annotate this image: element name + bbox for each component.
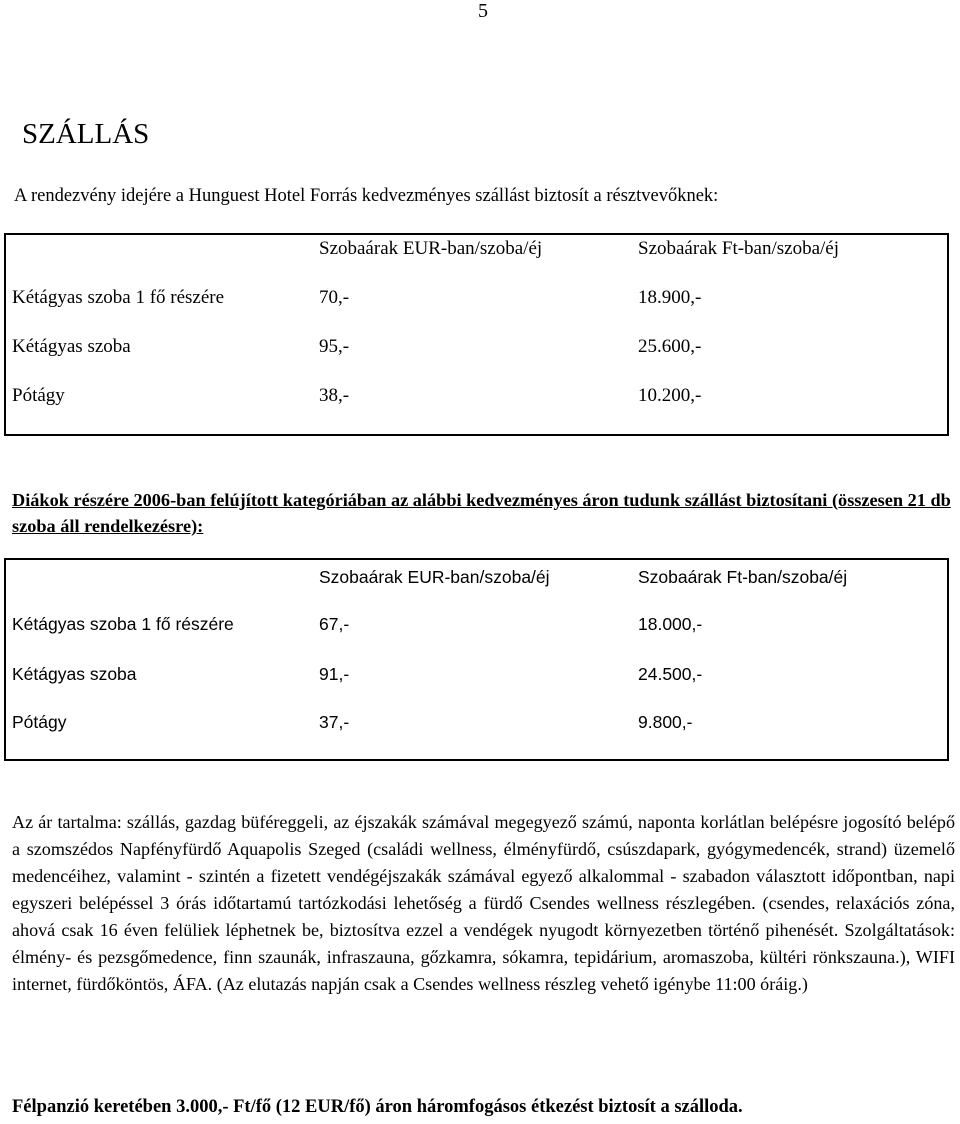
table-cell-eur: 95,- bbox=[319, 336, 350, 357]
table-cell-eur: 70,- bbox=[319, 287, 350, 308]
table-cell-eur: 38,- bbox=[319, 385, 350, 406]
table-row-label: Kétágyas szoba 1 fő részére bbox=[12, 287, 225, 308]
table-cell-eur: 91,- bbox=[319, 664, 350, 684]
students-note bbox=[12, 487, 952, 539]
table-header-ft: Szobaárak Ft-ban/szoba/éj bbox=[638, 238, 840, 259]
page-number: 5 bbox=[478, 0, 488, 22]
table-cell-ft: 10.200,- bbox=[638, 385, 702, 406]
table-header-eur: Szobaárak EUR-ban/szoba/éj bbox=[319, 238, 543, 259]
price-includes-paragraph: Az ár tartalma: szállás, gazdag büféreggeli, az éjszakák számával megegyező számú, naponta korlátlan belépésre jogosító belépő a szomszédos Napfényfürdő Aquapolis Szeged (családi wellness, élményfürdő, csúszdapark, gyógymedencék, strand) üzemelő medencéihez, valamint - szintén a fizetett vendégéjszakák számával egyező alkalommal - szabadon választott időpontban, napi egyszeri belépéssel 3 órás időtartamú tartózkodási lehetőség a fürdő Csendes wellness részlegében. (csendes, relaxációs zóna, ahová csak 16 éven felüliek léphetnek be, biztosítva ezzel a vendégek nyugodt környezetben történő pihenését. Szolgáltatások: élmény- és pezsgőmedence, finn szaunák, infraszauna, gőzkamra, sókamra, tepidárium, aromaszoba, kültéri rönkszauna.), WIFI internet, fürdőköntös, ÁFA. (Az elutazás napján csak a Csendes wellness részleg vehető igénybe 11:00 óráig.) bbox=[12, 812, 955, 994]
table-cell-ft: 25.600,- bbox=[638, 336, 702, 357]
table-row-label: Pótágy bbox=[12, 385, 65, 406]
table-cell-ft: 24.500,- bbox=[638, 664, 703, 684]
table-cell-ft: 18.000,- bbox=[638, 614, 703, 634]
table-row-label: Kétágyas szoba 1 fő részére bbox=[12, 614, 234, 634]
price-table-standard bbox=[4, 233, 949, 436]
table-header-eur: Szobaárak EUR-ban/szoba/éj bbox=[319, 567, 550, 587]
half-board-note: Félpanzió keretében 3.000,- Ft/fő (12 EUR/fő) áron háromfogásos étkezést biztosít a szálloda. bbox=[12, 1097, 743, 1117]
table-row-label: Kétágyas szoba bbox=[12, 336, 131, 357]
price-table-students bbox=[4, 558, 949, 761]
table-cell-ft: 18.900,- bbox=[638, 287, 702, 308]
table-cell-ft: 9.800,- bbox=[638, 712, 693, 732]
table-row-label: Pótágy bbox=[12, 712, 67, 732]
table-cell-eur: 67,- bbox=[319, 614, 350, 634]
table-cell-eur: 37,- bbox=[319, 712, 350, 732]
intro-text: A rendezvény idejére a Hunguest Hotel Forrás kedvezményes szállást biztosít a résztvevőknek: bbox=[14, 186, 719, 206]
table-row-label: Kétágyas szoba bbox=[12, 664, 137, 684]
section-heading: SZÁLLÁS bbox=[22, 118, 150, 150]
students-note-text: Diákok részére 2006-ban felújított kategóriában az alábbi kedvezményes áron tudunk szállást biztosítani (összesen 21 db szoba áll rendelkezésre): bbox=[12, 490, 951, 536]
table-header-ft: Szobaárak Ft-ban/szoba/éj bbox=[638, 567, 848, 587]
